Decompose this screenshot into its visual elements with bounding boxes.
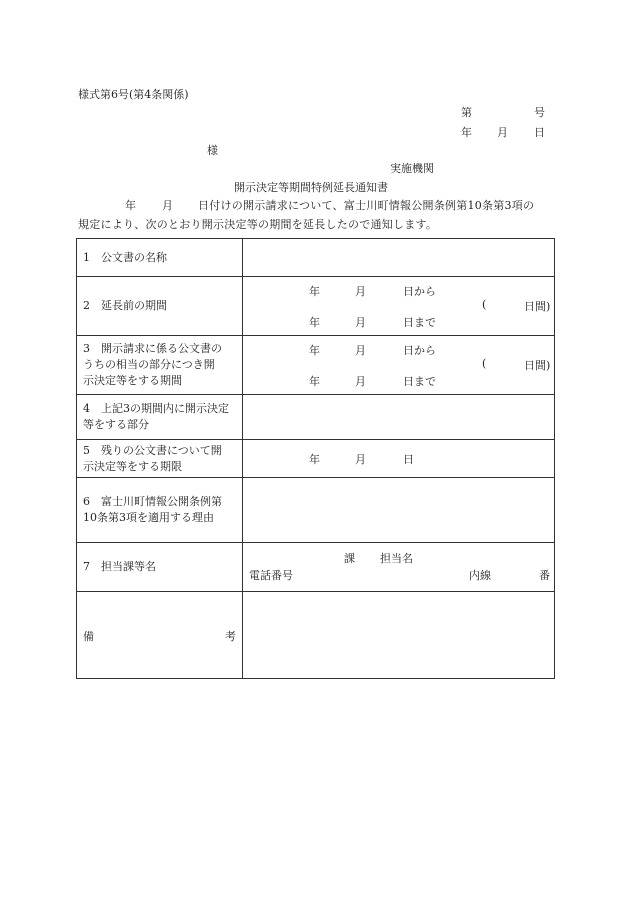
until-tsuki: 月: [355, 316, 366, 329]
until-himade: 日まで: [403, 375, 436, 388]
value-cell: [243, 239, 555, 277]
value-cell: [243, 440, 555, 478]
label-cell: [77, 440, 243, 478]
row-original-period: [77, 277, 555, 336]
contact-ban: 番: [539, 569, 550, 582]
date-hi: 日: [534, 126, 545, 139]
from-tsuki: 月: [355, 344, 366, 357]
contact-ka: 課: [344, 552, 355, 565]
remarks-kou: 考: [225, 630, 236, 643]
value-cell: [243, 478, 555, 543]
from-nen: 年: [309, 344, 320, 357]
from-nen: 年: [309, 285, 320, 298]
days-paren-open: (: [482, 357, 487, 370]
deadline-nen: 年: [309, 453, 320, 466]
label-cell: [77, 395, 243, 440]
label-cell: [77, 592, 243, 679]
remarks-bi: 備: [83, 630, 94, 643]
date-nen: 年: [461, 126, 472, 139]
row-label: 3 開示請求に係る公文書の うちの相当の部分につき開 示決定等をする期間: [83, 342, 222, 387]
row-label: 7 担当課等名: [83, 560, 156, 573]
document-title: 開示決定等期間特例延長通知書: [234, 181, 388, 194]
row-partial-period: [77, 336, 555, 395]
label-cell: [77, 239, 243, 277]
days-label: 日間): [524, 359, 551, 372]
label-cell: [77, 478, 243, 543]
row-label: 5 残りの公文書について開 示決定等をする期限: [83, 443, 222, 473]
value-cell: [243, 336, 555, 395]
doc-number-dai: 第: [461, 106, 472, 119]
body-nen: 年: [125, 199, 136, 212]
until-nen: 年: [309, 316, 320, 329]
until-himade: 日まで: [403, 316, 436, 329]
from-hikara: 日から: [403, 285, 436, 298]
addressee-sama: 様: [207, 144, 218, 157]
row-remaining-deadline: [77, 440, 555, 478]
until-tsuki: 月: [355, 375, 366, 388]
body-line1: 日付けの開示請求について、富士川町情報公開条例第10条第3項の: [198, 199, 535, 212]
row-document-name: [77, 239, 555, 277]
body-line2: 規定により、次のとおり開示決定等の期間を延長したので通知します。: [78, 218, 438, 231]
label-cell: [77, 336, 243, 395]
row-remarks: [77, 592, 555, 679]
date-tsuki: 月: [497, 126, 508, 139]
contact-tantousha: 担当名: [380, 552, 413, 565]
value-cell: [243, 277, 555, 336]
form-number: 様式第6号(第4条関係): [78, 88, 189, 101]
contact-phone: 電話番号: [249, 569, 293, 582]
deadline-hi: 日: [403, 453, 414, 466]
doc-number-go: 号: [534, 106, 545, 119]
body-tsuki: 月: [162, 199, 173, 212]
value-cell: [243, 395, 555, 440]
row-partial-scope: [77, 395, 555, 440]
label-cell: [77, 543, 243, 592]
issuer: 実施機関: [390, 162, 434, 175]
days-paren-open: (: [482, 298, 487, 311]
from-hikara: 日から: [403, 344, 436, 357]
row-label: 4 上記3の期間内に開示決定 等をする部分: [83, 402, 229, 431]
label-cell: [77, 277, 243, 336]
row-label: 1 公文書の名称: [83, 250, 167, 264]
row-label: 6 富士川町情報公開条例第 10条第3項を適用する理由: [83, 495, 222, 524]
notice-form-table: [76, 238, 555, 679]
row-reason: [77, 478, 555, 543]
until-nen: 年: [309, 375, 320, 388]
contact-naisen: 内線: [469, 569, 491, 582]
from-tsuki: 月: [355, 285, 366, 298]
row-contact: [77, 543, 555, 592]
deadline-tsuki: 月: [355, 453, 366, 466]
value-cell: [243, 592, 555, 679]
value-cell: [243, 543, 555, 592]
days-label: 日間): [524, 300, 551, 313]
row-label: 2 延長前の期間: [83, 299, 167, 312]
